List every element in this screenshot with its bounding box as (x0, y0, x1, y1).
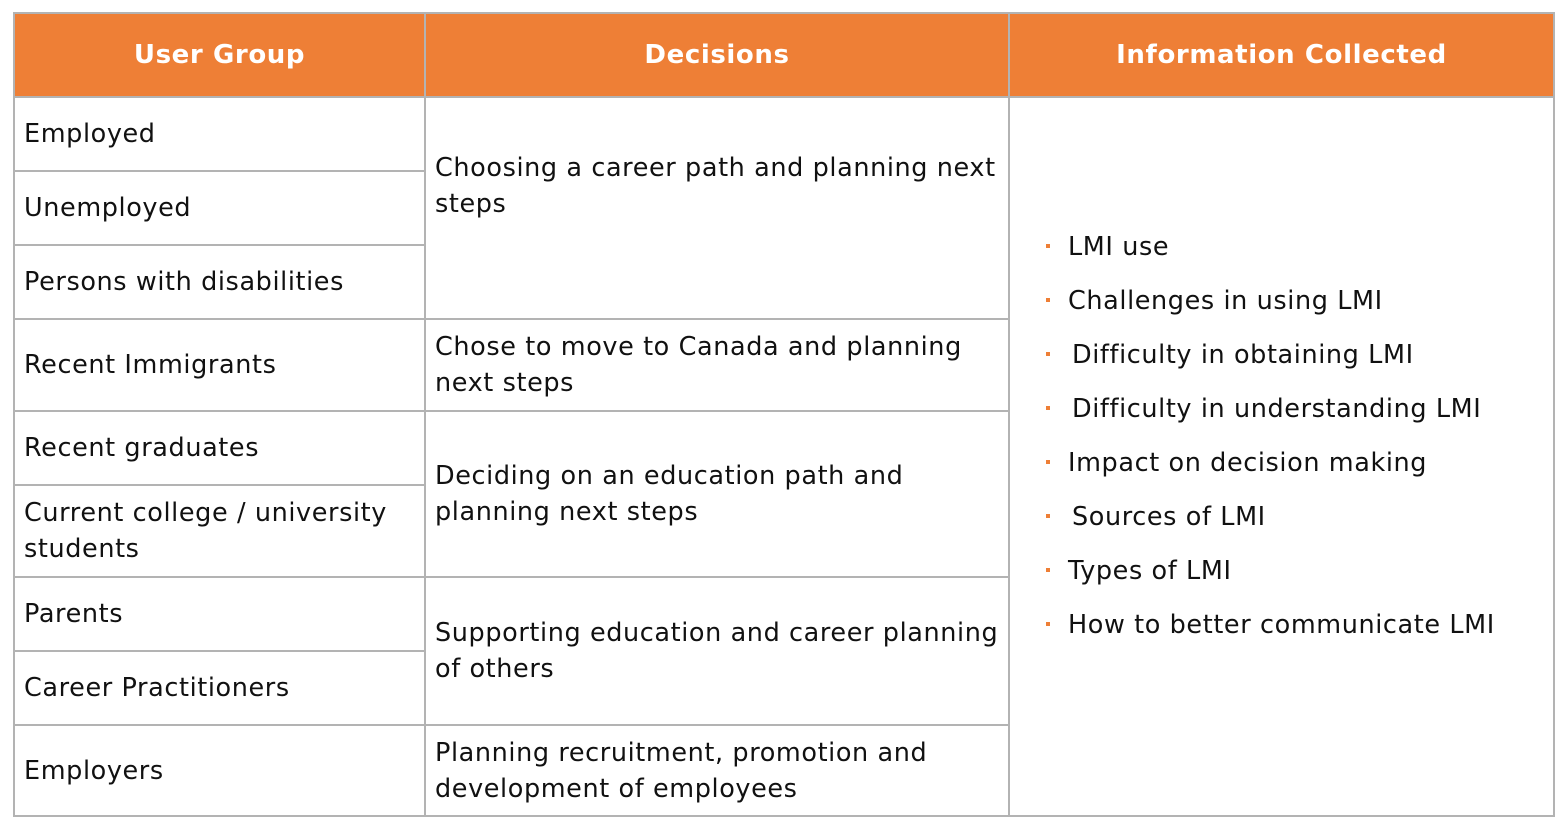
decision-text: Choosing a career path and planning next steps (435, 153, 996, 219)
user-group-cell: Career Practitioners (14, 651, 425, 725)
user-group-cell: Employed (14, 97, 425, 171)
decision-cell: Chose to move to Canada and planning next steps (425, 319, 1009, 411)
bullet-icon (1046, 460, 1050, 464)
list-item: Difficulty in understanding LMI (1046, 391, 1547, 445)
header-row (14, 13, 1554, 97)
bullet-icon (1046, 406, 1050, 410)
list-item: Sources of LMI (1046, 499, 1547, 553)
decision-cell (425, 97, 1009, 319)
list-item: Challenges in using LMI (1046, 283, 1547, 337)
user-group-cell: Employers (14, 725, 425, 816)
header-decisions: Decisions (425, 13, 1009, 97)
header-information-collected: Information Collected (1009, 13, 1554, 97)
decision-cell: Planning recruitment, promotion and development of employees (425, 725, 1009, 816)
user-group-cell: Recent Immigrants (14, 319, 425, 411)
user-group-cell: Unemployed (14, 171, 425, 245)
bullet-icon (1046, 568, 1050, 572)
user-group-cell: Persons with disabilities (14, 245, 425, 319)
user-group-cell: Current college / university students (14, 485, 425, 577)
list-item: How to better communicate LMI (1046, 607, 1547, 661)
bullet-icon (1046, 352, 1050, 356)
bullet-icon (1046, 622, 1050, 626)
list-item: LMI use (1046, 229, 1547, 283)
user-group-cell: Parents (14, 577, 425, 651)
information-list (1046, 229, 1547, 661)
list-item: Impact on decision making (1046, 445, 1547, 499)
header-user-group: User Group (14, 13, 425, 97)
decision-cell: Deciding on an education path and planning next steps (425, 411, 1009, 577)
user-group-cell: Recent graduates (14, 411, 425, 485)
lmi-user-table (13, 12, 1555, 817)
bullet-icon (1046, 298, 1050, 302)
bullet-icon (1046, 514, 1050, 518)
decision-cell: Supporting education and career planning of others (425, 577, 1009, 725)
table-row (14, 97, 1554, 171)
list-item: Types of LMI (1046, 553, 1547, 607)
information-collected-cell (1009, 97, 1554, 816)
bullet-icon (1046, 244, 1050, 248)
list-item: Difficulty in obtaining LMI (1046, 337, 1547, 391)
